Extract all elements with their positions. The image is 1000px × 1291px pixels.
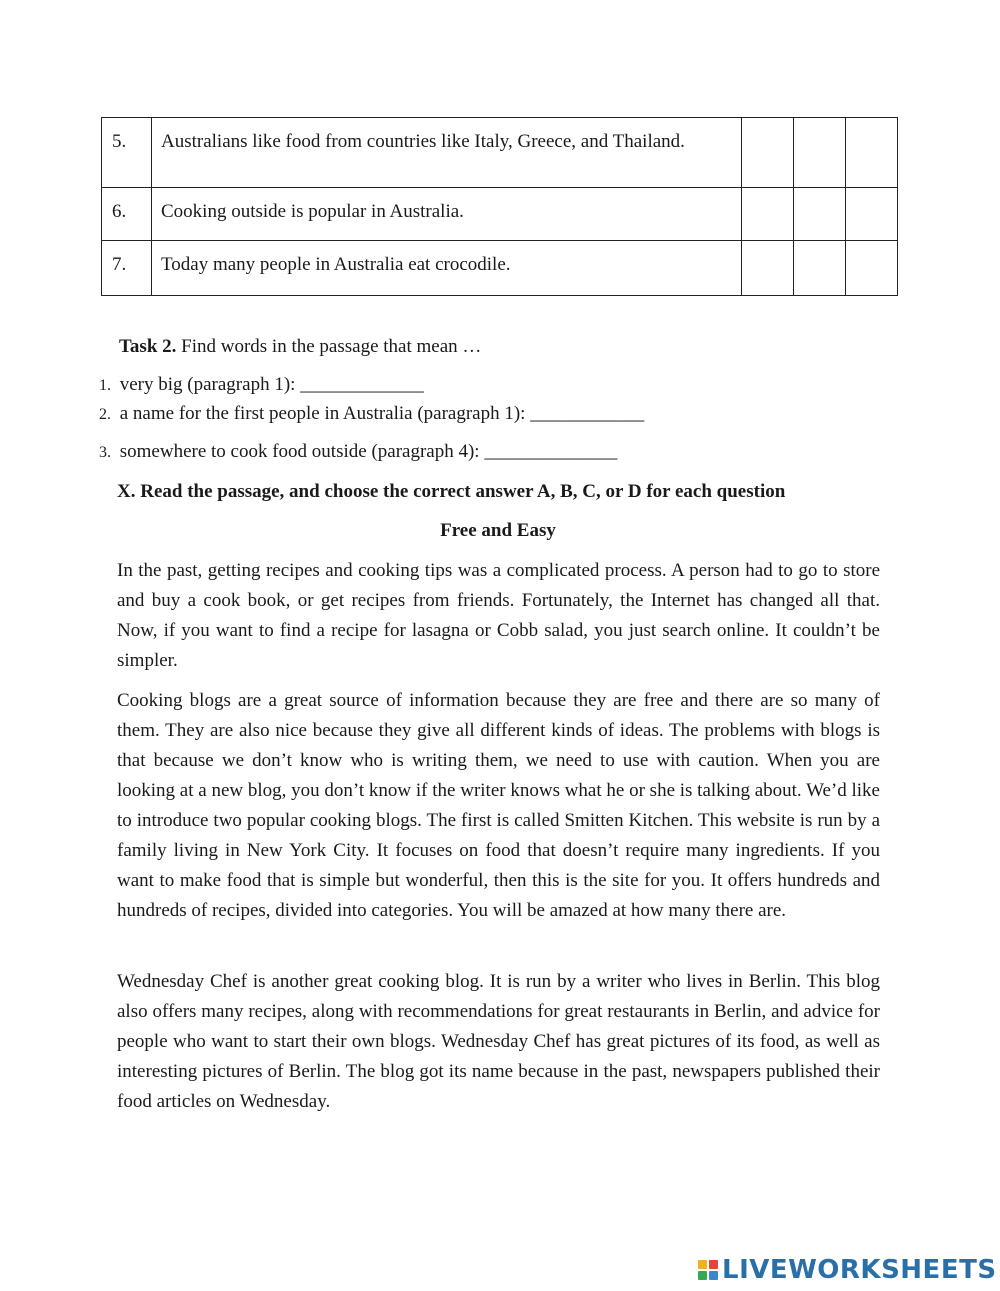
answer-box[interactable]: [846, 188, 898, 241]
item-text: very big (paragraph 1):: [119, 374, 296, 395]
item-text: a name for the first people in Australia (paragraph 1):: [119, 403, 526, 424]
answer-box[interactable]: [742, 188, 794, 241]
passage-title: Free and Easy: [440, 520, 556, 541]
answer-blank[interactable]: ____________: [530, 403, 645, 424]
answer-blank[interactable]: _____________: [300, 374, 424, 395]
answer-box[interactable]: [794, 188, 846, 241]
row-statement: Australians like food from countries like Italy, Greece, and Thailand.: [152, 118, 742, 188]
item-number: 3.: [99, 444, 111, 461]
answer-box[interactable]: [846, 118, 898, 188]
answer-box[interactable]: [742, 118, 794, 188]
answer-box[interactable]: [794, 241, 846, 296]
true-false-table: [101, 117, 898, 296]
brand-name: LIVEWORKSHEETS: [722, 1255, 997, 1285]
table-row: [102, 118, 898, 188]
answer-box[interactable]: [846, 241, 898, 296]
item-text: somewhere to cook food outside (paragraph 4):: [119, 441, 480, 462]
table-row: [102, 241, 898, 296]
row-statement: Today many people in Australia eat crocodile.: [152, 241, 742, 296]
gap-fill-item: [99, 401, 644, 428]
row-number: 7.: [102, 241, 152, 296]
answer-box[interactable]: [742, 241, 794, 296]
gap-fill-item: [99, 372, 424, 399]
gap-fill-item: [99, 439, 617, 466]
task2-label: Task 2.: [119, 336, 177, 357]
table-row: [102, 188, 898, 241]
liveworksheets-logo-icon: [698, 1260, 718, 1280]
task2-text: Find words in the passage that mean …: [181, 336, 482, 357]
item-number: 2.: [99, 406, 111, 423]
task2-instruction: [119, 334, 481, 360]
row-number: 6.: [102, 188, 152, 241]
passage-paragraph: Wednesday Chef is another great cooking blog. It is run by a writer who lives in Berlin. This blog also offers many recipes, along with recommendations for great restaurants in Berlin, and advice for people who want to start their own blogs. Wednesday Chef has great pictures of its food, as well as interesting pictures of Berlin. The blog got its name because in the past, newspapers published their food articles on Wednesday.: [117, 971, 880, 1112]
answer-box[interactable]: [794, 118, 846, 188]
answer-blank[interactable]: ______________: [484, 441, 618, 462]
passage-paragraph: Cooking blogs are a great source of information because they are free and there are so many of them. They are also nice because they give all different kinds of ideas. The problems with blogs is that because we don’t know who is writing them, we need to use with caution. When you are looking at a new blog, you don’t know if the writer knows what he or she is talking about. We’d like to introduce two popular cooking blogs. The first is called Smitten Kitchen. This website is run by a family living in New York City. It focuses on food that doesn’t require many ingredients. If you want to make food that is simple but wonderful, then this is the site for you. It offers hundreds and hundreds of recipes, divided into categories. You will be amazed at how many there are.: [117, 690, 880, 921]
item-number: 1.: [99, 377, 111, 394]
liveworksheets-brand: [698, 1255, 997, 1285]
passage-paragraph: In the past, getting recipes and cooking tips was a complicated process. A person had to go to store and buy a cook book, or get recipes from friends. Fortunately, the Internet has changed all that. Now, if you want to find a recipe for lasagna or Cobb salad, you just search online. It couldn’t be simpler.: [117, 560, 880, 671]
row-number: 5.: [102, 118, 152, 188]
row-statement: Cooking outside is popular in Australia.: [152, 188, 742, 241]
section-heading: X. Read the passage, and choose the correct answer A, B, C, or D for each question: [117, 481, 786, 502]
